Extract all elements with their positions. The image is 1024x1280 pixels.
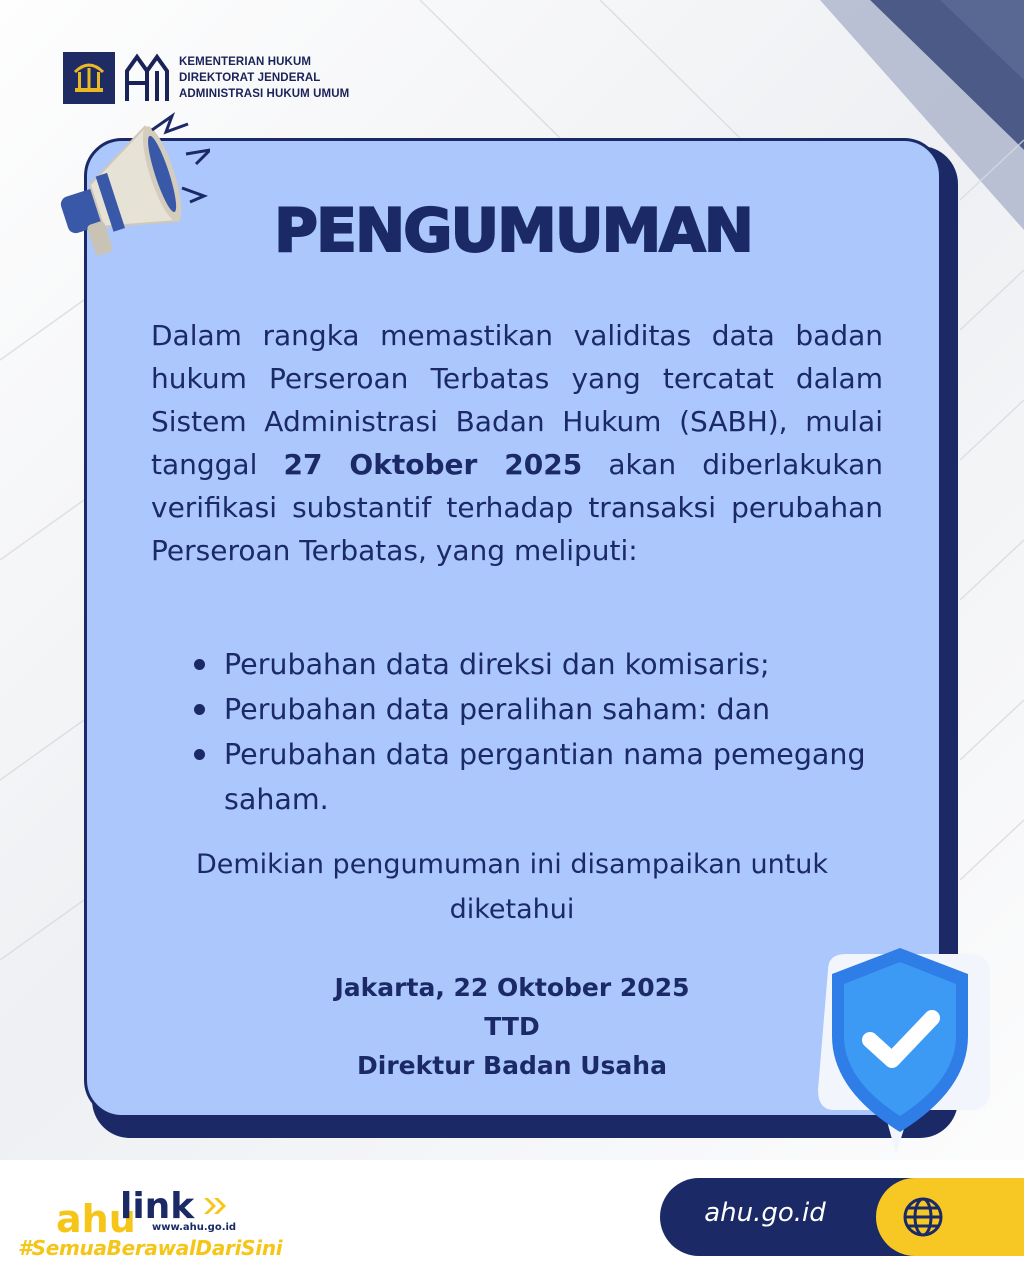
place-date: Jakarta, 22 Oktober 2025	[334, 973, 690, 1002]
ahu-emblem-icon	[123, 51, 171, 105]
shield-check-icon	[800, 940, 1000, 1160]
org-line-2: DIREKTORAT JENDERAL	[179, 72, 321, 84]
signoff	[220, 968, 804, 1085]
hashtag: #SemuaBerawalDariSini	[18, 1236, 283, 1260]
org-name	[179, 54, 349, 102]
body-text-end: akan diberlakukan verifikasi substantif terhadap transaksi perubahan Perseroan Terbatas, yang meliputi:	[151, 448, 883, 567]
closing-statement: Demikian pengumuman ini disampaikan untuk diketahui	[195, 849, 829, 925]
brand-url: www.ahu.go.id	[152, 1222, 237, 1233]
org-line-1: KEMENTERIAN HUKUM	[179, 56, 312, 68]
ministry-seal-icon	[63, 52, 115, 104]
list-item: Perubahan data peralihan saham: dan	[192, 687, 882, 732]
list-item: Perubahan data direksi dan komisaris;	[192, 642, 882, 687]
signature-mark: TTD	[484, 1012, 540, 1041]
effective-date: 27 Oktober 2025	[283, 448, 583, 481]
signer-title: Direktur Badan Usaha	[357, 1051, 667, 1080]
announcement-title: PENGUMUMAN	[274, 196, 752, 266]
org-logo	[63, 51, 349, 105]
globe-icon[interactable]	[902, 1196, 944, 1238]
change-list	[192, 642, 882, 822]
website-link[interactable]: ahu.go.id	[704, 1198, 826, 1228]
body-text-start: Dalam rangka memastikan validitas data badan hukum Perseroan Terbatas yang tercatat dalam Sistem Administrasi Badan Hukum (SABH), mulai tanggal	[151, 319, 883, 481]
brand-ahu: ahu	[56, 1197, 136, 1238]
org-line-3: ADMINISTRASI HUKUM UMUM	[179, 88, 350, 100]
brand-link: link	[120, 1186, 195, 1227]
announcement-body	[151, 314, 883, 572]
ahulink-logo	[56, 1184, 246, 1238]
list-item: Perubahan data pergantian nama pemegang saham.	[192, 732, 882, 822]
globe-pill[interactable]	[876, 1178, 1024, 1256]
